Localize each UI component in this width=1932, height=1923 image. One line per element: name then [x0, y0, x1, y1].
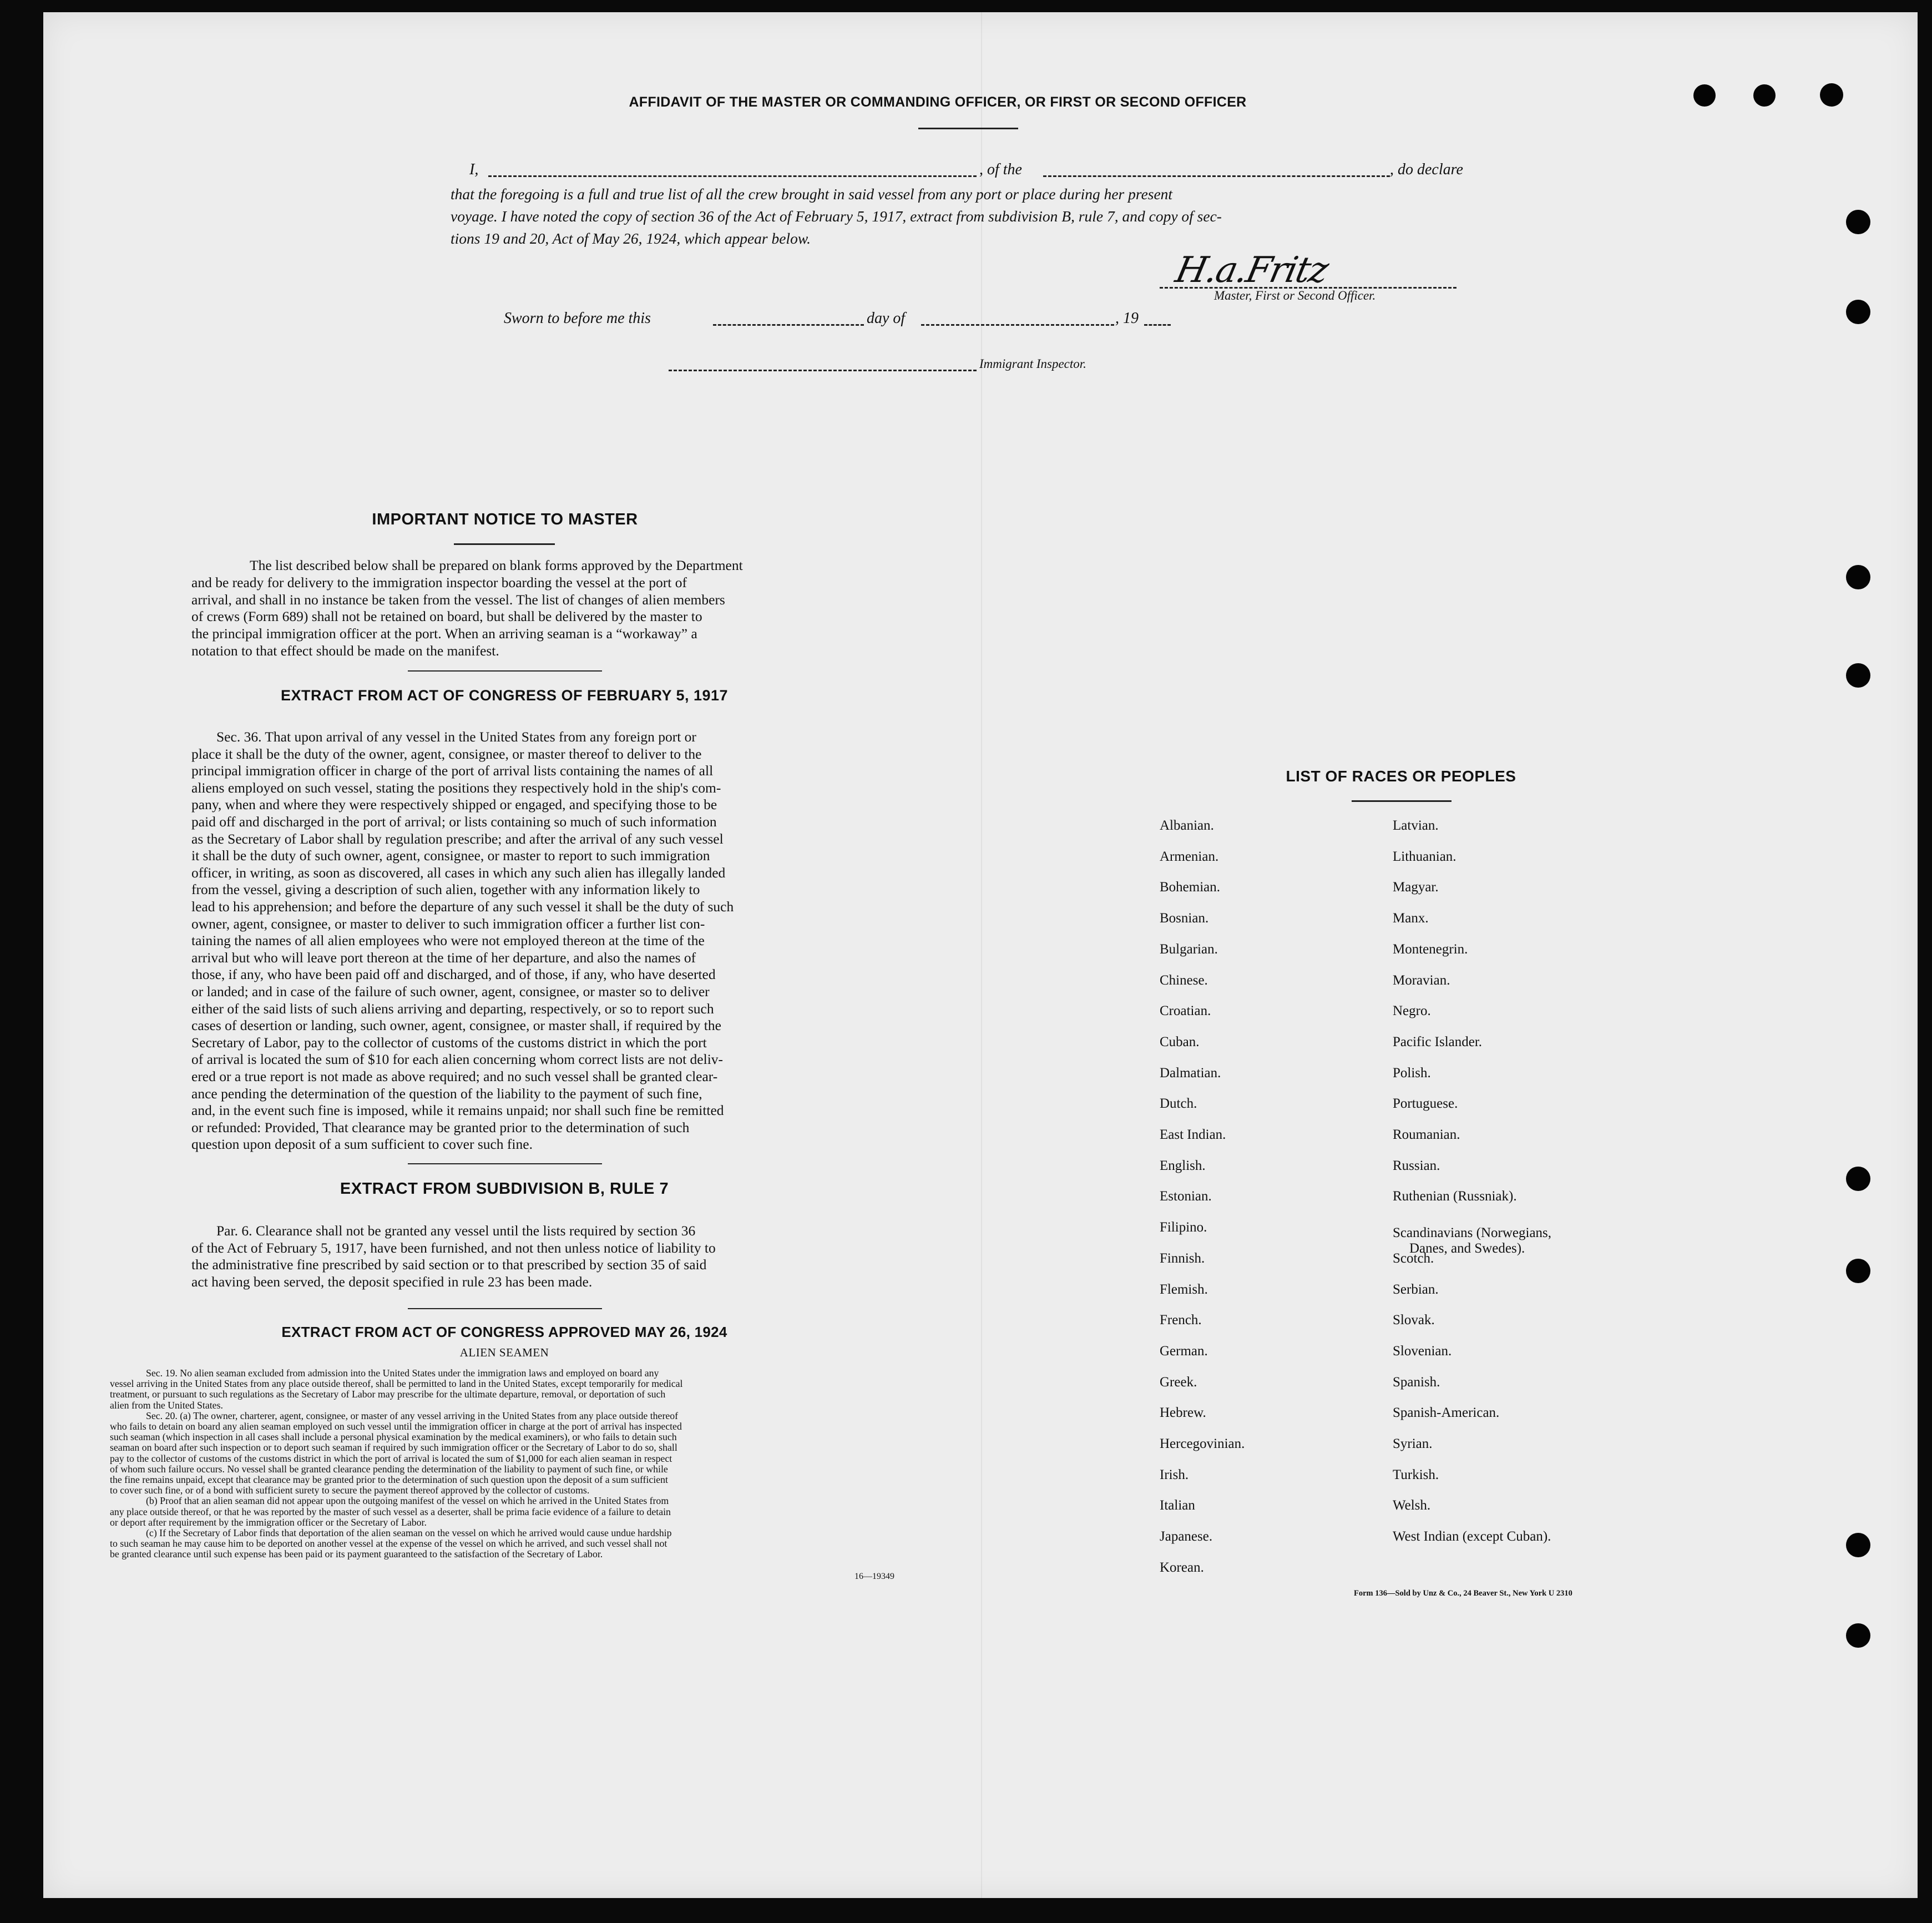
race-entry: Cuban. — [1160, 1034, 1200, 1049]
signature: H.a.Fritz — [1172, 250, 1332, 291]
notice-line: and be ready for delivery to the immigration inspector boarding the vessel at the port of — [191, 574, 687, 590]
punch-hole — [1846, 210, 1870, 234]
race-entry: Korean. — [1160, 1559, 1204, 1575]
sworn-day-blank — [713, 324, 864, 326]
race-entry: Bohemian. — [1160, 880, 1221, 895]
race-entry: Dalmatian. — [1160, 1065, 1221, 1081]
race-entry: Flemish. — [1160, 1281, 1208, 1297]
notice-line: the principal immigration officer at the port. When an arriving seaman is a “workaway” a — [191, 625, 697, 642]
notice-title: IMPORTANT NOTICE TO MASTER — [372, 511, 638, 528]
punch-hole — [1846, 1623, 1870, 1648]
extract-1924-line: alien from the United States. — [110, 1399, 223, 1411]
race-entry: Manx. — [1393, 911, 1429, 926]
race-entry: German. — [1160, 1343, 1208, 1359]
extract-1917-line: cases of desertion or landing, such owner, agent, consignee, or master shall, if required by the — [191, 1017, 721, 1034]
extract-1924-line: Sec. 20. (a) The owner, charterer, agent, consignee, or master of any vessel arriving in the United States from any place outside thereof — [146, 1410, 679, 1421]
extract-1917-line: officer, in writing, as soon as discovered, all cases in which any such alien has illegally landed — [191, 864, 726, 881]
race-entry: Hercegovinian. — [1160, 1436, 1245, 1451]
extract-1924-line: the fine remains unpaid, except that clearance may be granted prior to the determination of such question upon the deposit of a sum sufficient — [110, 1474, 668, 1485]
punch-hole — [1846, 565, 1870, 589]
extract-1917-line: ered or a true report is not made as above required; and no such vessel shall be granted clear- — [191, 1068, 718, 1084]
sworn-year-prefix: , 19 — [1115, 310, 1139, 327]
extract-1924-title: EXTRACT FROM ACT OF CONGRESS APPROVED MAY 26, 1924 — [281, 1324, 727, 1340]
divider — [408, 670, 602, 672]
punch-hole — [1846, 1533, 1870, 1557]
affidavit-i-label: I, — [469, 161, 479, 178]
race-entry: Slovenian. — [1393, 1343, 1452, 1359]
affidavit-title: AFFIDAVIT OF THE MASTER OR COMMANDING OFFICER, OR FIRST OR SECOND OFFICER — [629, 94, 1247, 110]
extract-1924-line: seaman on board after such inspection or to deport such seaman if required by such immigration officer or the Secretary of Labor to do so, shall — [110, 1442, 677, 1453]
race-entry: Portuguese. — [1393, 1096, 1458, 1112]
extract-1924-line: Sec. 19. No alien seaman excluded from admission into the United States under the immigration laws and employed on board any — [146, 1367, 659, 1379]
race-entry: Magyar. — [1393, 880, 1439, 895]
race-entry: Montenegrin. — [1393, 941, 1468, 957]
extract-1917-line: taining the names of all alien employees who were not employed thereon at the time of the — [191, 932, 705, 949]
extract-1924-line: pay to the collector of customs of the customs district in which the port of arrival is located the sum of $1,000 for each alien seaman in respect — [110, 1452, 672, 1464]
extract-1917-line: paid off and discharged in the port of arrival; or lists containing so much of such information — [191, 814, 717, 830]
affidavit-line: voyage. I have noted the copy of section 36 of the Act of February 5, 1917, extract from subdivision B, rule 7, and copy of sec- — [451, 208, 1222, 225]
extract-1924-line: any place outside thereof, or that he was reported by the master of such vessel as a deserter, shall be prima facie evidence of a failure to detain — [110, 1506, 671, 1517]
races-title: LIST OF RACES OR PEOPLES — [1286, 768, 1516, 785]
extract-1917-line: and, in the event such fine is imposed, while it remains unpaid; nor shall such fine be remitted — [191, 1102, 724, 1119]
race-entry: Bosnian. — [1160, 911, 1209, 926]
extract-1917-line: either of the said lists of such aliens arriving and departing, respectively, or so to report such — [191, 1000, 714, 1017]
punch-hole — [1846, 1259, 1870, 1283]
signature-caption: Master, First or Second Officer. — [1214, 289, 1376, 302]
race-entry: Bulgarian. — [1160, 941, 1218, 957]
notice-line: arrival, and shall in no instance be taken from the vessel. The list of changes of alien members — [191, 592, 725, 608]
race-entry: Danes, and Swedes). — [1409, 1241, 1525, 1256]
race-entry: Greek. — [1160, 1374, 1197, 1390]
race-entry: Scandinavians (Norwegians, — [1393, 1225, 1552, 1241]
race-entry: Chinese. — [1160, 972, 1208, 988]
fold-line — [981, 12, 982, 1898]
race-entry: Dutch. — [1160, 1096, 1197, 1112]
race-entry: Slovak. — [1393, 1313, 1435, 1328]
extract-1924-line: (b) Proof that an alien seaman did not appear upon the outgoing manifest of the vessel on which he arrived in the United States from — [146, 1495, 669, 1507]
race-entry: Croatian. — [1160, 1003, 1211, 1019]
race-entry: Syrian. — [1393, 1436, 1433, 1451]
punch-hole — [1846, 663, 1870, 688]
race-entry: West Indian (except Cuban). — [1393, 1529, 1551, 1545]
race-entry: Negro. — [1393, 1003, 1431, 1019]
race-entry: Scotch. — [1393, 1250, 1434, 1266]
extract-1924-line: to such seaman he may cause him to be deported on another vessel at the expense of the vessel on which he arrived, and such vessel shall not — [110, 1538, 667, 1549]
notice-line: The list described below shall be prepared on blank forms approved by the Department — [250, 557, 743, 573]
extract-1917-line: Secretary of Labor, pay to the collector of customs of the customs district in which the port — [191, 1034, 707, 1051]
extract-1917-line: of arrival is located the sum of $10 for each alien concerning whom correct lists are not deliv- — [191, 1051, 724, 1068]
extract-1924-subtitle: ALIEN SEAMEN — [459, 1346, 549, 1359]
extract-1917-line: those, if any, who have been paid off and discharged, and of those, if any, who have deserted — [191, 966, 716, 983]
extract-1917-line: question upon deposit of a sum sufficient to cover such fine. — [191, 1136, 533, 1153]
extract-1924-line: be granted clearance until such expense has been paid or its payment guaranteed to the satisfaction of the Secretary of Labor. — [110, 1548, 603, 1560]
punch-hole — [1693, 84, 1716, 107]
race-entry: Irish. — [1160, 1467, 1189, 1482]
divider — [918, 128, 1018, 129]
race-entry: Moravian. — [1393, 972, 1450, 988]
affidavit-do-declare: , do declare — [1390, 161, 1463, 178]
extract-rule7-line: the administrative fine prescribed by said section or to that prescribed by section 35 of said — [191, 1256, 707, 1273]
extract-1917-line: arrival but who will leave port thereon at the time of her departure, and also the names of — [191, 949, 696, 966]
sworn-year-blank — [1144, 324, 1171, 326]
extract-1917-line: or refunded: Provided, That clearance may be granted prior to the determination of such — [191, 1119, 690, 1135]
race-entry: Armenian. — [1160, 849, 1219, 864]
extract-1924-line: of whom such failure occurs. No vessel shall be granted clearance pending the determination of the liability to payment of such fine, or while — [110, 1463, 668, 1475]
punch-hole — [1753, 84, 1776, 107]
notice-line: notation to that effect should be made on the manifest. — [191, 643, 499, 659]
race-entry: Lithuanian. — [1393, 849, 1456, 864]
extract-1924-line: or deport after requirement by the immigration officer or the Secretary of Labor. — [110, 1516, 427, 1528]
inspector-caption: Immigrant Inspector. — [979, 357, 1086, 371]
extract-1917-line: pany, when and where they were respectively shipped or engaged, and specifying those to be — [191, 796, 717, 813]
race-entry: Serbian. — [1393, 1281, 1439, 1297]
extract-rule7-line: act having been served, the deposit specified in rule 23 has been made. — [191, 1273, 593, 1290]
inspector-line — [669, 370, 977, 371]
extract-rule7-line: of the Act of February 5, 1917, have been furnished, and not then unless notice of liability to — [191, 1239, 716, 1256]
vessel-blank — [1043, 175, 1390, 177]
extract-1924-line: (c) If the Secretary of Labor finds that deportation of the alien seaman on the vessel on which he arrived would cause undue hardship — [146, 1527, 672, 1538]
race-entry: Welsh. — [1393, 1498, 1431, 1513]
extract-1917-line: from the vessel, giving a description of such alien, together with any information likely to — [191, 881, 700, 898]
divider — [454, 543, 555, 545]
extract-1924-line: such seaman (which inspection in all cases shall include a personal physical examination by the medical examiners), or who fails to detain such — [110, 1431, 677, 1443]
race-entry: Ruthenian (Russniak). — [1393, 1189, 1517, 1204]
race-entry: Roumanian. — [1393, 1127, 1460, 1142]
extract-1917-line: or landed; and in case of the failure of such owner, agent, consignee, or master so to deliver — [191, 983, 710, 1000]
extract-1924-line: vessel arriving in the United States from any place outside thereof, shall be permitted to land in the United States, except temporarily for medical — [110, 1378, 683, 1390]
extract-1917-line: Sec. 36. That upon arrival of any vessel in the United States from any foreign port or — [216, 729, 696, 745]
race-entry: Spanish. — [1393, 1374, 1440, 1390]
sworn-day-of: day of — [867, 310, 906, 327]
race-entry: Italian — [1160, 1498, 1195, 1513]
extract-1924-line: treatment, or pursuant to such regulations as the Secretary of Labor may prescribe for the ultimate departure, removal, or deportation of such — [110, 1389, 666, 1400]
extract-1924-line: to cover such fine, or of a bond with sufficient surety to secure the payment thereof approved by the collector of customs. — [110, 1485, 590, 1496]
sworn-month-blank — [921, 324, 1114, 326]
punch-hole — [1820, 83, 1843, 107]
race-entry: Japanese. — [1160, 1529, 1213, 1545]
race-entry: Hebrew. — [1160, 1405, 1206, 1421]
divider — [408, 1163, 602, 1164]
extract-1924-line: who fails to detain on board any alien seaman employed on such vessel until the immigration officer in charge at the port of arrival has inspected — [110, 1421, 682, 1432]
extract-1917-line: place it shall be the duty of the owner, agent, consignee, or master thereof to deliver to the — [191, 745, 702, 762]
divider — [408, 1308, 602, 1309]
race-entry: Spanish-American. — [1393, 1405, 1500, 1421]
race-entry: Turkish. — [1393, 1467, 1439, 1482]
extract-1917-line: it shall be the duty of such owner, agent, consignee, or master to report to such immigration — [191, 847, 710, 864]
race-entry: Pacific Islander. — [1393, 1034, 1483, 1049]
race-entry: Russian. — [1393, 1158, 1440, 1173]
race-entry: Finnish. — [1160, 1250, 1205, 1266]
affidavit-line: that the foregoing is a full and true list of all the crew brought in said vessel from any port or place during her present — [451, 185, 1173, 203]
race-entry: Filipino. — [1160, 1220, 1207, 1235]
affidavit-line: tions 19 and 20, Act of May 26, 1924, which appear below. — [451, 230, 811, 247]
race-entry: Albanian. — [1160, 818, 1214, 833]
extract-1917-line: aliens employed on such vessel, stating the positions they respectively hold in the ship's com- — [191, 779, 721, 796]
extract-rule7-line: Par. 6. Clearance shall not be granted any vessel until the lists required by section 36 — [216, 1223, 696, 1239]
extract-1917-line: ance pending the determination of the question of the liability to the payment of such fine, — [191, 1085, 702, 1102]
divider — [1352, 800, 1451, 802]
name-blank — [488, 175, 977, 177]
extract-rule7-title: EXTRACT FROM SUBDIVISION B, RULE 7 — [340, 1180, 669, 1198]
race-entry: English. — [1160, 1158, 1206, 1173]
race-entry: Latvian. — [1393, 818, 1439, 833]
extract-1917-title: EXTRACT FROM ACT OF CONGRESS OF FEBRUARY 5, 1917 — [280, 687, 729, 704]
race-entry: Polish. — [1393, 1065, 1431, 1081]
extract-1917-line: lead to his apprehension; and before the departure of any such vessel it shall be the duty of such — [191, 899, 734, 915]
affidavit-of-the: , of the — [979, 161, 1022, 178]
punch-hole — [1846, 300, 1870, 324]
extract-1917-line: as the Secretary of Labor shall by regulation prescribe; and after the arrival of any such vessel — [191, 830, 724, 847]
race-entry: Estonian. — [1160, 1189, 1212, 1204]
sworn-prefix: Sworn to before me this — [504, 310, 651, 327]
extract-1917-line: owner, agent, consignee, or master to deliver to such immigration officer a further list con- — [191, 915, 705, 932]
race-entry: French. — [1160, 1313, 1202, 1328]
races-footer: Form 136—Sold by Unz & Co., 24 Beaver St., New York U 2310 — [1354, 1589, 1572, 1598]
notice-line: of crews (Form 689) shall not be retained on board, but shall be delivered by the master to — [191, 608, 702, 624]
form-code: 16—19349 — [854, 1572, 894, 1581]
extract-1917-line: principal immigration officer in charge of the port of arrival lists containing the names of all — [191, 763, 714, 779]
race-entry: East Indian. — [1160, 1127, 1226, 1142]
punch-hole — [1846, 1167, 1870, 1191]
